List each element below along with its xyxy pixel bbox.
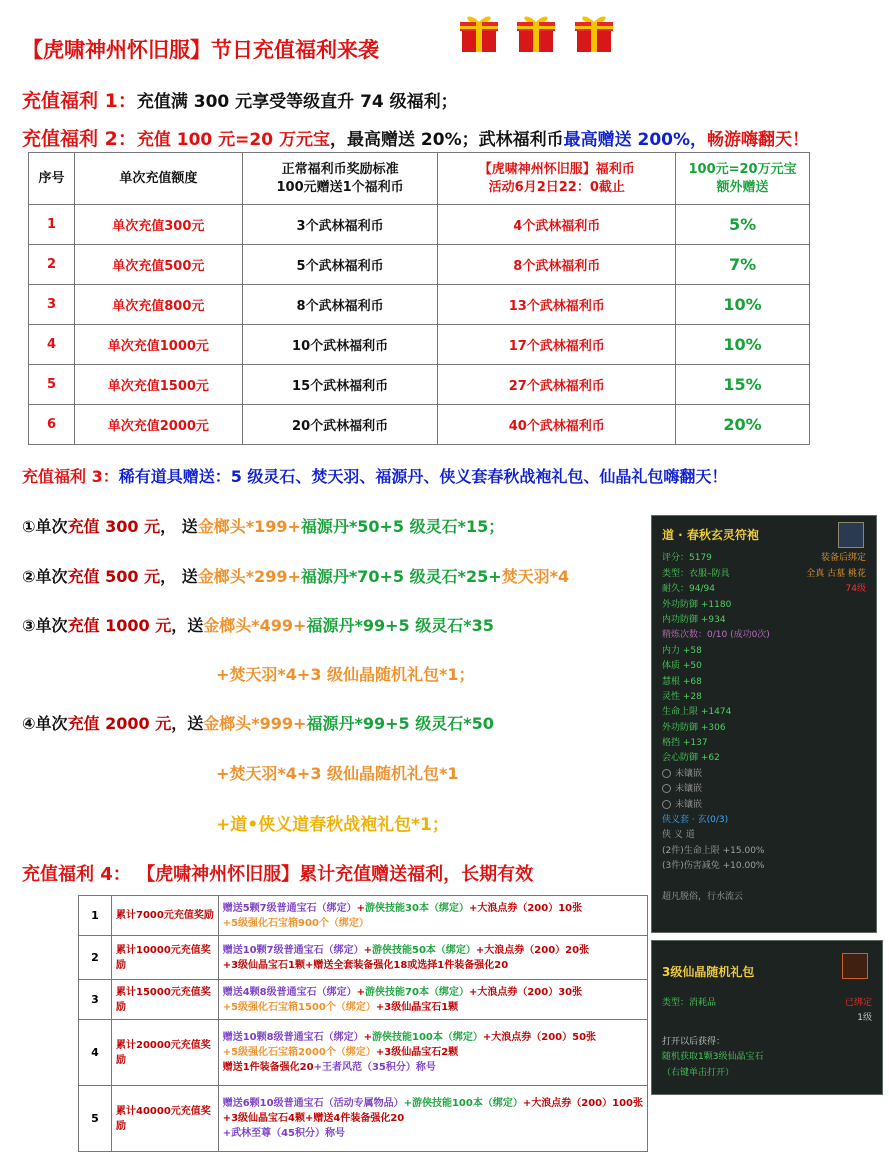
reward-segment: 游侠技能30本（绑定） xyxy=(365,902,469,914)
cell-event: 17个武林福利币 xyxy=(438,325,676,365)
cell-extra: 10% xyxy=(676,285,810,325)
tier-charge: 充值 500 元 xyxy=(67,567,161,586)
reward-segment: 赠送10颗7级普通宝石（绑定） xyxy=(222,944,364,956)
attribute-text: 未镶嵌 xyxy=(675,784,703,795)
attribute-line xyxy=(662,721,866,736)
tier-prefix: ①单次 xyxy=(22,517,68,536)
attribute-line xyxy=(662,582,866,597)
table-row xyxy=(29,405,810,445)
attribute-text: 未镶嵌 xyxy=(675,768,703,779)
attribute-line xyxy=(662,567,866,582)
attribute-line xyxy=(662,551,866,566)
reward-line xyxy=(223,1060,643,1075)
attribute-text: 类型：衣服–防具 xyxy=(662,568,730,579)
header-event-line2: 活动6月2日22：0截止 xyxy=(488,179,625,195)
attribute-line xyxy=(662,782,866,797)
item-tooltip-giftbag xyxy=(651,940,883,1095)
reward-segment: +3级仙晶宝石4颗+赠送4件装备强化20 xyxy=(222,1113,405,1124)
table-row xyxy=(29,245,810,285)
attribute-line xyxy=(662,875,866,890)
tier-feather: 焚天羽*4 xyxy=(501,567,570,586)
header-extra xyxy=(676,153,810,205)
cell-normal: 10个武林福利币 xyxy=(242,325,438,365)
tier-sep: ，送 xyxy=(171,714,204,733)
recharge-bonus-table xyxy=(28,152,810,445)
tier-charge: 充值 1000 元 xyxy=(67,616,172,635)
table-row xyxy=(79,896,648,936)
header-normal-line1: 正常福利币奖励标准 xyxy=(281,161,399,177)
reward-segment: +武林至尊（45积分）称号 xyxy=(222,1128,346,1139)
reward-segment: 游侠技能70本（绑定） xyxy=(365,986,469,998)
attribute-line xyxy=(662,659,866,674)
tier-sep: ， 送 xyxy=(160,517,198,536)
cell-normal: 5个武林福利币 xyxy=(242,245,438,285)
table-row xyxy=(29,205,810,245)
cell-amount: 单次充值800元 xyxy=(74,285,242,325)
attribute-line xyxy=(662,813,866,828)
giftbag-type: 类型：消耗品 xyxy=(662,998,717,1009)
attribute-text: 慧根 +68 xyxy=(662,676,702,687)
tier-2000-extra-2: +道•侠义道春秋战袍礼包*1； xyxy=(216,815,449,835)
benefit-3-label: 充值福利 3： xyxy=(22,467,119,486)
attribute-text: 内功防御 +934 xyxy=(662,614,726,625)
table-row xyxy=(29,365,810,405)
benefit-2-slogan: 畅游嗨翻天！ xyxy=(707,130,810,150)
cell-rewards xyxy=(218,980,647,1020)
attribute-text: 74级 xyxy=(845,584,866,595)
item-giftbag-name: 3级仙晶随机礼包 xyxy=(662,965,755,979)
cell-no: 3 xyxy=(79,980,112,1020)
attribute-line xyxy=(662,628,866,643)
reward-line xyxy=(223,1126,643,1141)
attribute-line xyxy=(662,751,866,766)
item-robe-attributes xyxy=(662,551,866,905)
attribute-text: 灵性 +28 xyxy=(662,691,702,702)
empty-socket-icon xyxy=(662,784,671,793)
reward-segment: +王者风范（35积分）称号 xyxy=(313,1062,436,1073)
tier-hammer: 金榔头*999+ xyxy=(203,714,307,733)
attribute-text: 会心防御 +62 xyxy=(662,753,720,764)
cell-event: 13个武林福利币 xyxy=(438,285,676,325)
tier-1000 xyxy=(22,613,494,636)
attribute-line xyxy=(662,690,866,705)
reward-segment: +大浪点券（200）50张 xyxy=(482,1032,597,1043)
cell-normal: 8个武林福利币 xyxy=(242,285,438,325)
robe-icon xyxy=(838,522,864,548)
gift-box-icon xyxy=(455,8,503,56)
tier-items: 福源丹*99+5 级灵石*35 xyxy=(306,616,494,635)
tier-300 xyxy=(22,514,504,537)
cell-amount: 单次充值500元 xyxy=(74,245,242,285)
table-row xyxy=(29,285,810,325)
benefit-3 xyxy=(22,464,727,487)
benefit-2-text: ，最高赠送 20%；武林福利币 xyxy=(330,130,564,150)
attribute-line xyxy=(662,598,866,613)
cell-no: 1 xyxy=(79,896,112,936)
table-row xyxy=(79,1020,648,1086)
table-header-row xyxy=(29,153,810,205)
attribute-text: 外功防御 +306 xyxy=(662,722,726,733)
attribute-line xyxy=(662,644,866,659)
header-normal-line2: 100元赠送1个福利币 xyxy=(276,179,404,195)
table-row xyxy=(79,1086,648,1152)
header-extra-line2: 额外赠送 xyxy=(716,179,769,195)
benefit-4-label: 充值福利 4： xyxy=(22,864,131,885)
page-title: 【虎啸神州怀旧服】节日充值福利来袭 xyxy=(22,38,379,62)
reward-segment: +3级仙晶宝石2颗 xyxy=(375,1047,459,1058)
reward-segment: +游侠技能100本（绑定） xyxy=(403,1098,523,1109)
reward-segment: 赠送6颗10级普通宝石（活动专属物品） xyxy=(222,1098,404,1109)
attribute-line xyxy=(662,613,866,628)
attribute-line xyxy=(662,767,866,782)
giftbag-icon xyxy=(842,953,868,979)
gift-box-icon xyxy=(512,8,560,56)
table-row xyxy=(79,980,648,1020)
reward-line xyxy=(223,1096,643,1111)
empty-socket-icon xyxy=(662,769,671,778)
reward-segment: 赠送10颗8级普通宝石（绑定） xyxy=(222,1032,364,1043)
attribute-text: (2件)生命上限 +15.00% xyxy=(662,845,765,856)
cell-event: 4个武林福利币 xyxy=(438,205,676,245)
cell-amount: 单次充值300元 xyxy=(74,205,242,245)
reward-segment: + xyxy=(356,986,366,998)
cell-rewards xyxy=(218,1086,647,1152)
item-tooltip-robe xyxy=(651,515,877,933)
attribute-text: 精炼次数：0/10 (成功0次) xyxy=(662,630,770,641)
cell-extra: 10% xyxy=(676,325,810,365)
attribute-text: 评分：5179 xyxy=(662,553,712,564)
reward-segment: + xyxy=(363,944,372,956)
tier-sep: ， 送 xyxy=(160,567,198,586)
reward-segment: 赠送1件装备强化20 xyxy=(222,1062,314,1073)
cell-tier-name: 累计7000元充值奖励 xyxy=(111,896,218,936)
attribute-line xyxy=(662,736,866,751)
reward-line xyxy=(223,943,643,958)
reward-segment: + xyxy=(363,1032,372,1043)
tier-items: 福源丹*70+5 级灵石*25+ xyxy=(300,567,502,586)
cell-no: 5 xyxy=(29,365,75,405)
header-extra-line1: 100元=20万元宝 xyxy=(688,161,797,177)
tier-hammer: 金榔头*199+ xyxy=(197,517,301,536)
reward-segment: 游侠技能50本（绑定） xyxy=(371,944,476,956)
header-normal xyxy=(242,153,438,205)
tier-sep: ，送 xyxy=(171,616,204,635)
reward-segment: 赠送5颗7级普通宝石（绑定） xyxy=(222,902,357,914)
giftbag-obtain: 打开以后获得： xyxy=(662,1036,726,1047)
benefit-2 xyxy=(22,124,809,151)
cell-amount: 单次充值1500元 xyxy=(74,365,242,405)
reward-segment: 赠送4颗8级普通宝石（绑定） xyxy=(222,986,357,998)
benefit-1-text: 充值满 300 元享受等级直升 74 级福利； xyxy=(136,92,458,112)
cell-extra: 20% xyxy=(676,405,810,445)
giftbag-desc-1: 随机获取1颗3级仙晶宝石 xyxy=(662,1052,764,1063)
tier-charge: 充值 300 元 xyxy=(67,517,161,536)
cell-no: 5 xyxy=(79,1086,112,1152)
item-robe-name: 道 · 春秋玄灵符袍 xyxy=(662,528,759,542)
attribute-text: 格挡 +137 xyxy=(662,738,708,749)
tier-items: 福源丹*50+5 级灵石*15； xyxy=(300,517,505,536)
reward-line xyxy=(223,1000,643,1015)
cell-no: 6 xyxy=(29,405,75,445)
cell-tier-name: 累计10000元充值奖励 xyxy=(111,936,218,980)
giftbag-type-row xyxy=(662,996,872,1011)
attribute-line xyxy=(662,798,866,813)
table-row xyxy=(29,325,810,365)
reward-line xyxy=(223,1111,643,1126)
reward-segment: 游侠技能100本（绑定） xyxy=(371,1032,483,1043)
tier-prefix: ③单次 xyxy=(22,616,68,635)
header-no: 序号 xyxy=(29,153,75,205)
attribute-line xyxy=(662,705,866,720)
reward-segment: +3级仙晶宝石1颗 xyxy=(375,1001,459,1013)
attribute-text: 未镶嵌 xyxy=(675,799,703,810)
cell-rewards xyxy=(218,936,647,980)
attribute-line xyxy=(662,828,866,843)
attribute-line xyxy=(662,859,866,874)
reward-segment: +5级强化石宝箱1500个（绑定） xyxy=(222,1001,376,1013)
benefit-1-label: 充值福利 1： xyxy=(22,90,137,112)
cell-normal: 15个武林福利币 xyxy=(242,365,438,405)
attribute-text: (3件)伤害减免 +10.00% xyxy=(662,861,765,872)
benefit-2-max: 最高赠送 200%， xyxy=(563,130,708,150)
benefit-1 xyxy=(22,86,458,113)
tier-hammer: 金榔头*499+ xyxy=(203,616,307,635)
cell-no: 3 xyxy=(29,285,75,325)
reward-segment: +大浪点券（200）100张 xyxy=(522,1098,643,1109)
reward-line xyxy=(223,958,643,973)
cell-extra: 7% xyxy=(676,245,810,285)
cell-extra: 15% xyxy=(676,365,810,405)
table-row xyxy=(79,936,648,980)
tier-2000 xyxy=(22,711,494,734)
header-event-line1: 【虎啸神州怀旧服】福利币 xyxy=(478,161,635,177)
attribute-text: 全真 古墓 桃花 xyxy=(806,568,866,579)
benefit-2-rate: 充值 100 元=20 万元宝 xyxy=(136,130,330,150)
header-event xyxy=(438,153,676,205)
reward-segment: +大浪点券（200）20张 xyxy=(475,944,590,956)
reward-segment: +大浪点券（200）10张 xyxy=(468,902,583,914)
attribute-text: 耐久：94/94 xyxy=(662,584,715,595)
tier-prefix: ④单次 xyxy=(22,714,68,733)
reward-segment: +大浪点券（200）30张 xyxy=(468,986,583,998)
benefit-3-text: 稀有道具赠送：5 级灵石、焚天羽、福源丹、侠义套春秋战袍礼包、仙晶礼包嗨翻天！ xyxy=(118,467,728,486)
tier-charge: 充值 2000 元 xyxy=(67,714,172,733)
reward-segment: +3级仙晶宝石1颗+赠送全套装备强化18或选择1件装备强化20 xyxy=(222,959,509,971)
benefit-4 xyxy=(22,860,533,886)
cell-amount: 单次充值1000元 xyxy=(74,325,242,365)
attribute-text: 体质 +50 xyxy=(662,661,702,672)
tier-500 xyxy=(22,564,569,587)
cell-tier-name: 累计15000元充值奖励 xyxy=(111,980,218,1020)
cell-tier-name: 累计20000元充值奖励 xyxy=(111,1020,218,1086)
attribute-text: 侠义套 · 玄(0/3) xyxy=(662,815,729,826)
reward-line xyxy=(223,916,643,931)
cell-rewards xyxy=(218,896,647,936)
cell-event: 8个武林福利币 xyxy=(438,245,676,285)
benefit-2-label: 充值福利 2： xyxy=(22,128,137,150)
cell-amount: 单次充值2000元 xyxy=(74,405,242,445)
giftbag-bound: 已绑定 xyxy=(844,998,872,1009)
cell-no: 2 xyxy=(29,245,75,285)
cell-normal: 20个武林福利币 xyxy=(242,405,438,445)
tier-2000-extra-1: +焚天羽*4+3 级仙晶随机礼包*1 xyxy=(216,764,459,783)
attribute-line xyxy=(662,890,866,905)
attribute-text: 装备后绑定 xyxy=(820,553,866,564)
reward-line xyxy=(223,1045,643,1060)
cell-event: 40个武林福利币 xyxy=(438,405,676,445)
tier-hammer: 金榔头*299+ xyxy=(197,567,301,586)
reward-segment: + xyxy=(356,902,366,914)
cell-no: 2 xyxy=(79,936,112,980)
tier-prefix: ②单次 xyxy=(22,567,68,586)
attribute-text: 侠 义 道 xyxy=(662,830,695,841)
empty-socket-icon xyxy=(662,800,671,809)
cell-extra: 5% xyxy=(676,205,810,245)
attribute-line xyxy=(662,675,866,690)
cell-normal: 3个武林福利币 xyxy=(242,205,438,245)
tier-items: 福源丹*99+5 级灵石*50 xyxy=(306,714,494,733)
reward-segment: +5级强化石宝箱2000个（绑定） xyxy=(222,1047,376,1058)
benefit-4-text: 【虎啸神州怀旧服】累计充值赠送福利，长期有效 xyxy=(137,864,534,885)
attribute-text: 内力 +58 xyxy=(662,645,702,656)
reward-line xyxy=(223,1030,643,1045)
giftbag-desc-2: （右键单击打开） xyxy=(662,1067,735,1078)
giftbag-level: 1级 xyxy=(857,1013,872,1024)
attribute-text: 超凡脱俗，行水流云 xyxy=(662,892,744,902)
cell-tier-name: 累计40000元充值奖励 xyxy=(111,1086,218,1152)
reward-line xyxy=(223,901,643,916)
attribute-text: 外功防御 +1180 xyxy=(662,599,732,610)
attribute-text: 生命上限 +1474 xyxy=(662,707,732,718)
cell-no: 4 xyxy=(29,325,75,365)
cell-no: 4 xyxy=(79,1020,112,1086)
attribute-line xyxy=(662,844,866,859)
cell-event: 27个武林福利币 xyxy=(438,365,676,405)
cumulative-reward-table xyxy=(78,895,648,1152)
header-amount: 单次充值额度 xyxy=(74,153,242,205)
reward-line xyxy=(223,985,643,1000)
tier-1000-extra: +焚天羽*4+3 级仙晶随机礼包*1； xyxy=(216,665,475,684)
cell-no: 1 xyxy=(29,205,75,245)
gift-box-icon xyxy=(570,8,618,56)
reward-segment: +5级强化石宝箱900个（绑定） xyxy=(222,917,369,929)
cell-rewards xyxy=(218,1020,647,1086)
